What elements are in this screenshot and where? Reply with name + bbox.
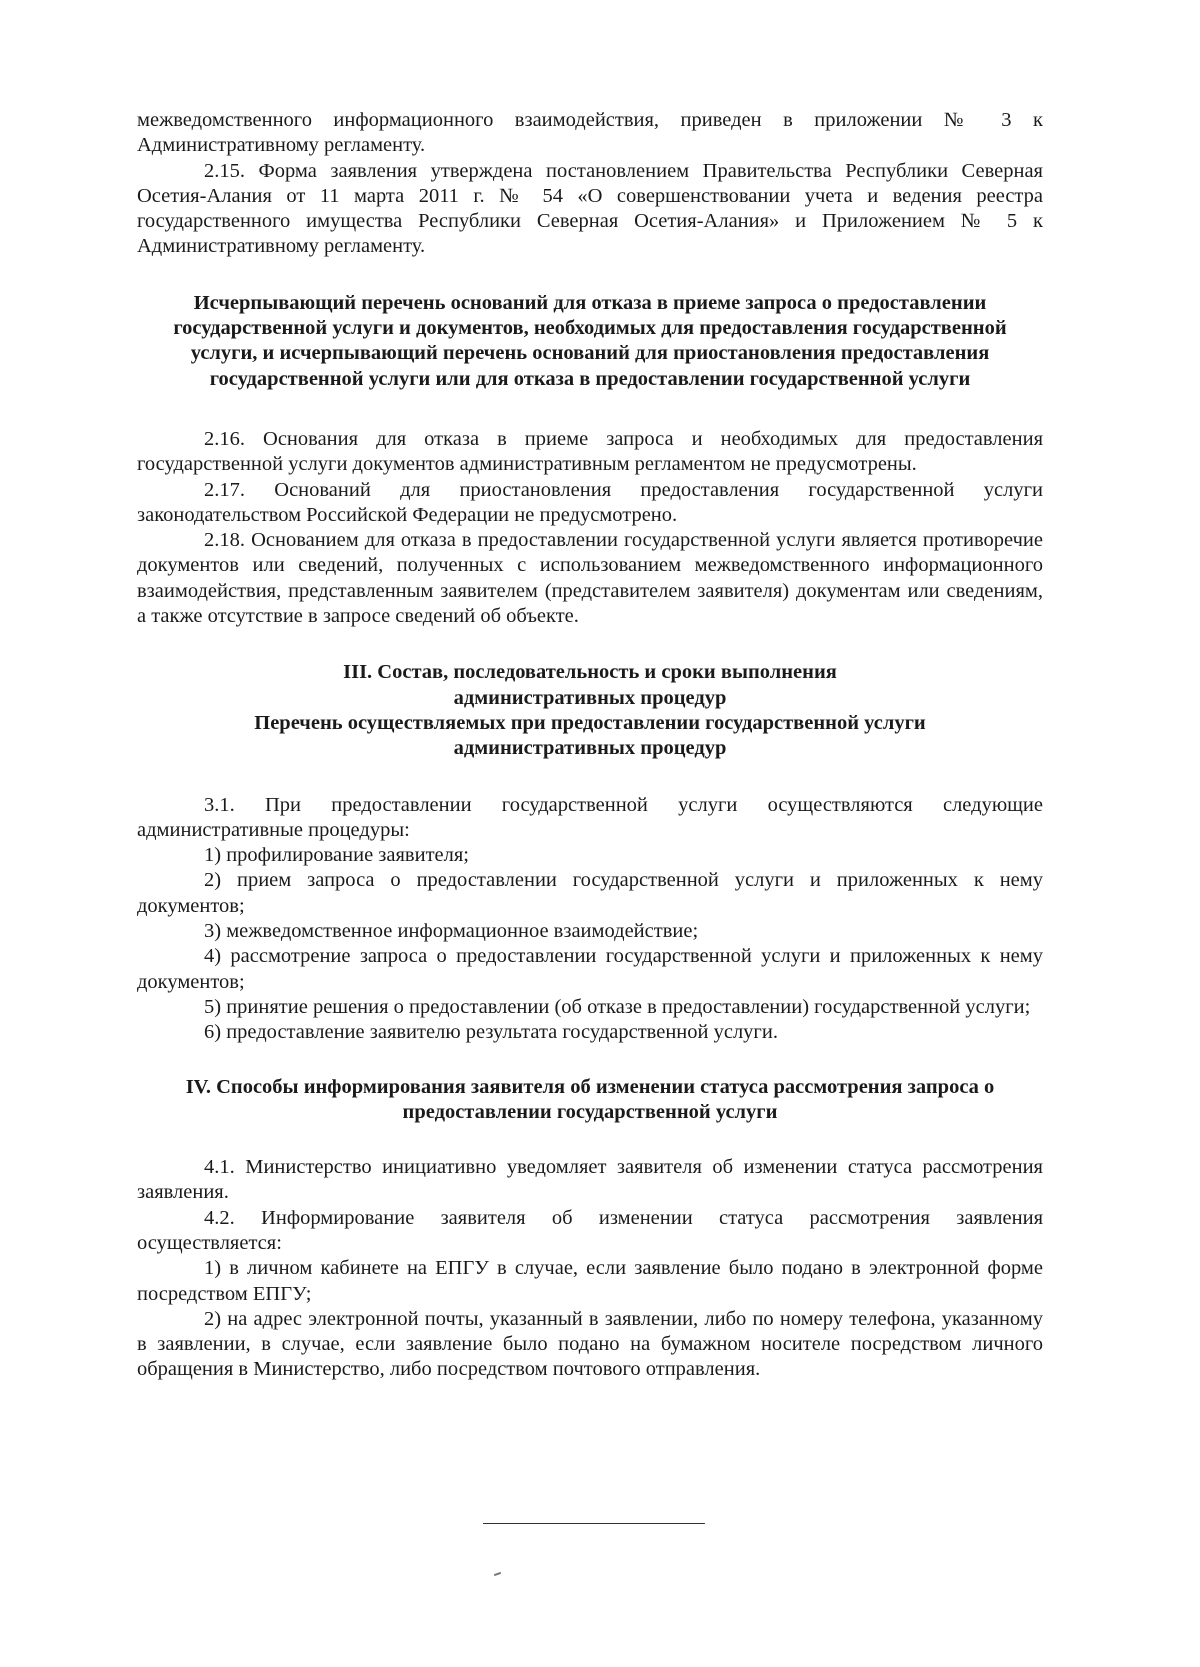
- scan-mark: [494, 1572, 501, 1576]
- paragraph-2-16: 2.16. Основания для отказа в приеме запроса и необходимых для предоставления государственной услуги документов административным регламентом не предусмотрены.: [137, 427, 1043, 476]
- list-item-3: 3) межведомственное информационное взаимодействие;: [204, 920, 699, 943]
- paragraph-2-17: 2.17. Оснований для приостановления предоставления государственной услуги законодательством Российской Федерации не предусмотрено.: [137, 478, 1043, 526]
- section-iii-subtitle-line-2: административных процедур: [453, 737, 727, 760]
- notify-item-1: 1) в личном кабинете на ЕПГУ в случае, если заявление было подано в электронной форме посредством ЕПГУ;: [137, 1257, 1043, 1305]
- closing-rule: [483, 1523, 705, 1524]
- list-item-5: 5) принятие решения о предоставлении (об отказе в предоставлении) государственной услуги;: [204, 995, 1031, 1018]
- paragraph-4-2: 4.2. Информирование заявителя об изменении статуса рассмотрения заявления осуществляется:: [137, 1206, 1043, 1254]
- document-page: [137, 108, 1043, 1383]
- list-item-6: 6) предоставление заявителю результата государственной услуги.: [204, 1021, 778, 1044]
- section-iii-subtitle-line-1: Перечень осуществляемых при предоставлении государственной услуги: [254, 711, 926, 734]
- paragraph-2-18: 2.18. Основанием для отказа в предоставлении государственной услуги является противоречие документов или сведений, полученных с использованием межведомственного информационного взаимодействия, представленным заявителем (представителем заявителя) документам или сведениям, а также отсутствие в запросе сведений об объекте.: [137, 529, 1043, 628]
- heading-refusal-grounds: Исчерпывающий перечень оснований для отказа в приеме запроса о предоставлении государственной услуги и документов, необходимых для предоставления государственной услуги, и исчерпывающий перечень оснований для приостановления предоставления государственной услуги или для отказа в предоставлении государственной услуги: [173, 291, 1007, 390]
- paragraph-4-1: 4.1. Министерство инициативно уведомляет заявителя об изменении статуса рассмотрения заявления.: [137, 1156, 1043, 1204]
- section-iv-title: IV. Способы информирования заявителя об изменении статуса рассмотрения запроса о предоставлении государственной услуги: [185, 1075, 995, 1123]
- notify-item-2: 2) на адрес электронной почты, указанный в заявлении, либо по номеру телефона, указанному в заявлении, в случае, если заявление было подано на бумажном носителе посредством личного обращения в Министерство, либо посредством почтового отправления.: [137, 1307, 1043, 1381]
- paragraph-intro: межведомственного информационного взаимодействия, приведен в приложении № 3 к Административному регламенту.: [137, 109, 1043, 157]
- section-iii-title-line-2: административных процедур: [453, 686, 727, 709]
- list-item-2: 2) прием запроса о предоставлении государственной услуги и приложенных к нему документов;: [137, 869, 1043, 917]
- paragraph-2-15: 2.15. Форма заявления утверждена постановлением Правительства Республики Северная Осетия-Алания от 11 марта 2011 г. № 54 «О совершенствовании учета и ведения реестра государственного имущества Республики Северная Осетия-Алания» и Приложением № 5 к Административному регламенту.: [137, 159, 1043, 258]
- section-iii-title-line-1: III. Состав, последовательность и сроки выполнения: [343, 661, 837, 684]
- list-item-4: 4) рассмотрение запроса о предоставлении государственной услуги и приложенных к нему документов;: [137, 945, 1043, 993]
- list-item-1: 1) профилирование заявителя;: [204, 844, 469, 867]
- paragraph-3-1: 3.1. При предоставлении государственной услуги осуществляются следующие административные процедуры:: [137, 793, 1043, 841]
